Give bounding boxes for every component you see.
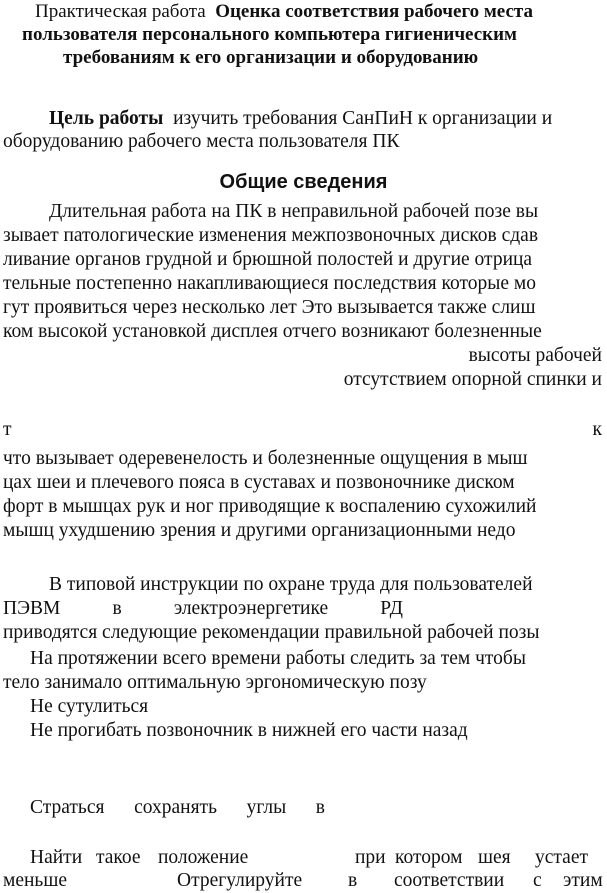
- paragraph-1-line: высоты рабочей: [468, 345, 602, 366]
- word: этим: [563, 870, 603, 891]
- paragraph-1-line: зывает патологические изменения межпозвоночных дисков сдав: [3, 225, 539, 246]
- word: при: [355, 847, 386, 868]
- word: в: [315, 797, 325, 818]
- recommendation-3: Не прогибать позвоночник в нижней его части назад: [30, 720, 468, 741]
- word: в: [112, 598, 122, 619]
- paragraph-1-line: ком высокой установкой дисплея отчего возникают болезненные: [3, 321, 542, 342]
- paragraph-1-fragment: т: [3, 419, 12, 440]
- word: электроэнергетике: [173, 598, 329, 619]
- word: РД: [380, 598, 403, 619]
- title-line-1: [35, 0, 533, 24]
- word: устает: [535, 847, 588, 868]
- paragraph-1-line: форт в мышцах рук и ног приводящие к воспалению сухожилий: [3, 496, 537, 517]
- word: котором: [395, 847, 463, 868]
- word: ПЭВМ: [3, 598, 61, 619]
- title-main: Оценка соответствия рабочего места: [215, 1, 533, 22]
- goal-line-2: оборудованию рабочего места пользователя ПК: [3, 131, 400, 152]
- paragraph-1-line: отсутствием опорной спинки и: [343, 369, 602, 390]
- word: углы: [246, 797, 287, 818]
- word: Страться: [30, 797, 105, 818]
- paragraph-1-line: гут проявиться через несколько лет Это вызывается также слиш: [3, 297, 536, 318]
- goal-label: Цель работы: [49, 108, 164, 129]
- paragraph-1-line: мышц ухудшению зрения и другими организационными недо: [3, 520, 516, 541]
- paragraph-2-line-2: [3, 597, 403, 621]
- paragraph-1-line: что вызывает одеревенелость и болезненные ощущения в мыш: [3, 448, 528, 469]
- word: такое: [96, 847, 141, 868]
- word: меньше: [3, 870, 67, 891]
- word: соответствии: [394, 870, 505, 891]
- word: Найти: [30, 847, 83, 868]
- paragraph-2-line-3: приводятся следующие рекомендации правильной рабочей позы: [3, 622, 540, 643]
- section-heading: Общие сведения: [219, 171, 388, 193]
- paragraph-1-line: цах шеи и плечевого пояса в суставах и позвоночнике диском: [3, 472, 515, 493]
- paragraph-1-line: Длительная работа на ПК в неправильной рабочей позе вы: [49, 201, 539, 222]
- recommendation-1-line-2: тело занимало оптимальную эргономическую позу: [3, 672, 427, 693]
- goal-line-1: [49, 107, 552, 131]
- recommendation-2: Не сутулиться: [30, 696, 149, 717]
- title-label: Практическая работа: [35, 1, 206, 22]
- paragraph-1-line: ливание органов грудной и брюшной полостей и другие отрица: [3, 249, 533, 270]
- recommendation-4: [30, 796, 325, 820]
- goal-text-1: изучить требования СанПиН к организации и: [173, 108, 553, 129]
- word: с: [533, 870, 542, 891]
- paragraph-2-line-1: В типовой инструкции по охране труда для пользователей: [49, 574, 533, 595]
- paragraph-1-fragment: к: [592, 419, 602, 440]
- recommendation-1-line-1: На протяжении всего времени работы следить за тем чтобы: [30, 648, 526, 669]
- word: положение: [158, 847, 249, 868]
- title-line-3: требованиям к его организации и оборудованию: [63, 47, 479, 68]
- paragraph-1-line: тельные постепенно накапливающиеся последствия которые мо: [3, 273, 536, 294]
- word: шея: [478, 847, 511, 868]
- word: Отрегулируйте: [177, 870, 303, 891]
- title-line-2: пользователя персонального компьютера гигиеническим: [22, 24, 517, 45]
- word: в: [348, 870, 358, 891]
- word: сохранять: [134, 797, 217, 818]
